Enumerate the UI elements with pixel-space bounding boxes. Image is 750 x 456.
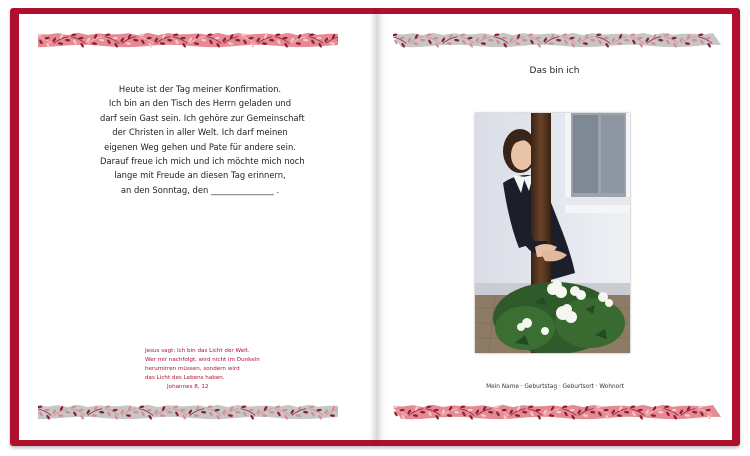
leaf-band-top-left (38, 26, 338, 54)
leaf-band-top-right (393, 26, 721, 54)
confirmation-text (100, 82, 305, 197)
portrait-illustration (475, 113, 630, 353)
poem-line: Darauf freue ich mich und ich möchte mich noch (100, 156, 305, 167)
poem-line: darf sein Gast sein. Ich gehöre zur Gemeinschaft (100, 112, 305, 123)
quote-line: Jesus sagt: Ich bin das Licht der Welt. (145, 348, 250, 354)
poem-line: Heute ist der Tag meiner Konfirmation. (118, 84, 282, 94)
quote-line: das Licht des Lebens haben. (145, 375, 225, 381)
poem-line-date: an den Sonntag, den _______________ . (120, 184, 280, 195)
page-title: Das bin ich (529, 66, 580, 76)
poem-line: Ich bin an den Tisch des Herrn geladen und (108, 98, 292, 109)
bible-quote (145, 347, 285, 392)
quote-reference: Johannes 8, 12 (167, 384, 209, 390)
leaf-band-bottom-left (38, 398, 338, 426)
poem-line: eigenen Weg gehen und Pate für andere sein. (104, 141, 296, 152)
quote-line: herumirren müssen, sondern wird (145, 366, 240, 372)
portrait-photo (475, 113, 630, 353)
photo-caption: Mein Name · Geburtstag · Geburtsort · Wohnort (486, 384, 624, 390)
quote-line: Wer mir nachfolgt, wird nicht im Dunkeln (145, 357, 260, 363)
poem-line: der Christen in aller Welt. Ich darf meinen (112, 127, 288, 138)
leaf-band-bottom-right (393, 398, 721, 426)
poem-line: lange mit Freude an diesen Tag erinnern, (114, 170, 286, 181)
